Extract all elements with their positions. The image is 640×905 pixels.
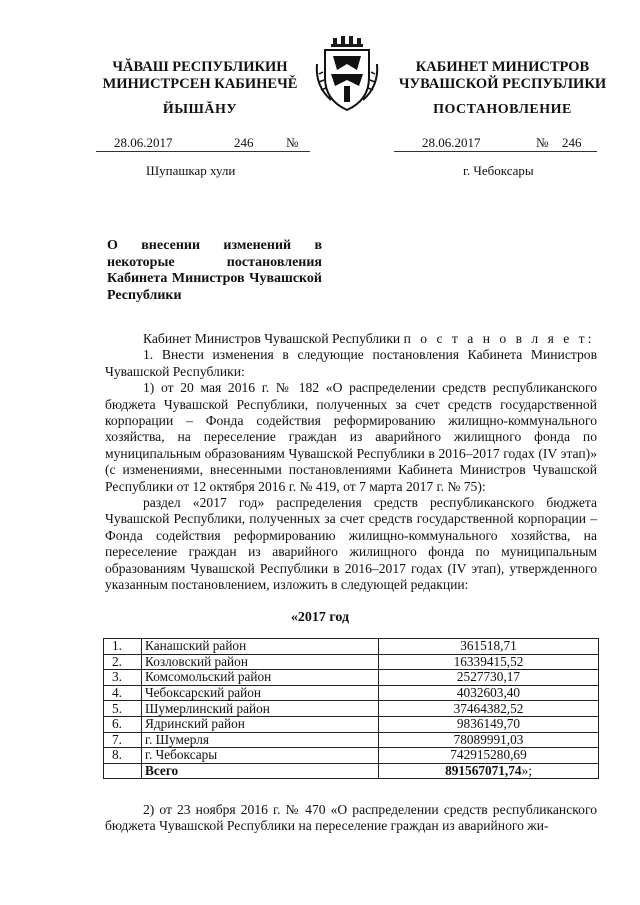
row-name: Ядринский район xyxy=(142,716,379,732)
body-lower xyxy=(105,802,597,835)
date-right: 28.06.2017 xyxy=(422,135,481,150)
table-row xyxy=(104,654,599,670)
row-number: 5. xyxy=(104,701,142,717)
row-value: 9836149,70 xyxy=(379,716,599,732)
row-name: Канашский район xyxy=(142,639,379,655)
header-left-line1: ЧĂВАШ РЕСПУБЛИКИН xyxy=(112,59,288,75)
table-row xyxy=(104,748,599,764)
header-left-line2: МИНИСТРСЕН КАБИНЕЧĚ xyxy=(102,76,298,92)
table-total-row xyxy=(104,763,599,779)
row-name: Чебоксарский район xyxy=(142,685,379,701)
header-right-line1: КАБИНЕТ МИНИСТРОВ xyxy=(415,59,590,75)
header-right xyxy=(390,59,615,93)
total-label: Всего xyxy=(142,763,379,779)
row-value: 361518,71 xyxy=(379,639,599,655)
header-right-doc-type: ПОСТАНОВЛЕНИЕ xyxy=(433,102,572,117)
header-left-doc-type: ЙЫШĂНУ xyxy=(162,102,238,117)
city-left: Шупашкар хули xyxy=(146,163,236,178)
row-number: 8. xyxy=(104,748,142,764)
year-heading: «2017 год xyxy=(290,610,350,625)
total-value: 891567071,74 xyxy=(445,763,522,779)
table-row xyxy=(104,685,599,701)
row-value: 4032603,40 xyxy=(379,685,599,701)
intro-text: Кабинет Министров Чувашской Республики xyxy=(143,331,401,346)
total-empty-cell xyxy=(104,763,142,779)
row-value: 742915280,69 xyxy=(379,748,599,764)
header-right-line2: ЧУВАШСКОЙ РЕСПУБЛИКИ xyxy=(398,76,607,92)
row-value: 78089991,03 xyxy=(379,732,599,748)
number-right: 246 xyxy=(562,135,582,150)
row-value: 16339415,52 xyxy=(379,654,599,670)
table-row xyxy=(104,670,599,686)
number-sign-right: № xyxy=(536,135,549,150)
table-row xyxy=(104,716,599,732)
date-left: 28.06.2017 xyxy=(114,135,173,150)
row-name: г. Чебоксары xyxy=(142,748,379,764)
item-1-1: 1) от 20 мая 2016 г. № 182 «О распределении средств республиканского бюджета Чувашской Республики, полученных за счет средств государственной корпорации – Фонда содействия реформированию жилищно-коммунального хозяйства, на переселение граждан из аварийного жилищного фонда по муниципальным образованиям Чувашской Республики в 2016–2017 годах (IV этап)» (с изменениями, внесенными постановлениями Кабинета Министров Чувашской Республики от 12 октября 2016 г. № 419, от 7 марта 2017 г. № 75): xyxy=(105,380,597,494)
table-row xyxy=(104,639,599,655)
table-row xyxy=(104,732,599,748)
row-name: г. Шумерля xyxy=(142,732,379,748)
row-number: 1. xyxy=(104,639,142,655)
document-title: О внесении изменений в некоторые постановления Кабинета Министров Чувашской Республики xyxy=(107,238,322,303)
item-1-2: 2) от 23 ноября 2016 г. № 470 «О распределении средств республиканского бюджета Чувашской Республики на переселение граждан из аварийного жи- xyxy=(105,802,597,834)
intro-decree-word: п о с т а н о в л я е т: xyxy=(403,331,595,346)
distribution-table xyxy=(103,638,599,779)
intro-paragraph xyxy=(105,331,597,347)
header-left xyxy=(95,59,305,93)
city-right: г. Чебоксары xyxy=(463,163,534,178)
row-value: 37464382,52 xyxy=(379,701,599,717)
row-value: 2527730,17 xyxy=(379,670,599,686)
coat-of-arms-emblem xyxy=(311,34,383,114)
total-value-cell xyxy=(379,763,599,779)
table-row xyxy=(104,701,599,717)
date-line-left xyxy=(96,135,310,152)
row-name: Шумерлинский район xyxy=(142,701,379,717)
row-name: Козловский район xyxy=(142,654,379,670)
total-suffix: »; xyxy=(521,763,532,779)
row-number: 4. xyxy=(104,685,142,701)
number-left: 246 xyxy=(234,135,254,150)
date-line-right xyxy=(394,135,597,152)
number-sign-left: № xyxy=(286,135,299,150)
row-number: 7. xyxy=(104,732,142,748)
row-name: Комсомольский район xyxy=(142,670,379,686)
row-number: 6. xyxy=(104,716,142,732)
body-upper xyxy=(105,331,597,594)
row-number: 3. xyxy=(104,670,142,686)
item-1: 1. Внести изменения в следующие постановления Кабинета Министров Чувашской Республики: xyxy=(105,347,597,379)
row-number: 2. xyxy=(104,654,142,670)
section-paragraph: раздел «2017 год» распределения средств республиканского бюджета Чувашской Республики, полученных за счет средств государственной корпорации – Фонда содействия реформированию жилищно-коммунального хозяйства, на переселение граждан из аварийного жилищного фонда по муниципальным образованиям Чувашской Республики в 2016–2017 годах (IV этап), утвержденного указанным постановлением, изложить в следующей редакции: xyxy=(105,495,597,593)
